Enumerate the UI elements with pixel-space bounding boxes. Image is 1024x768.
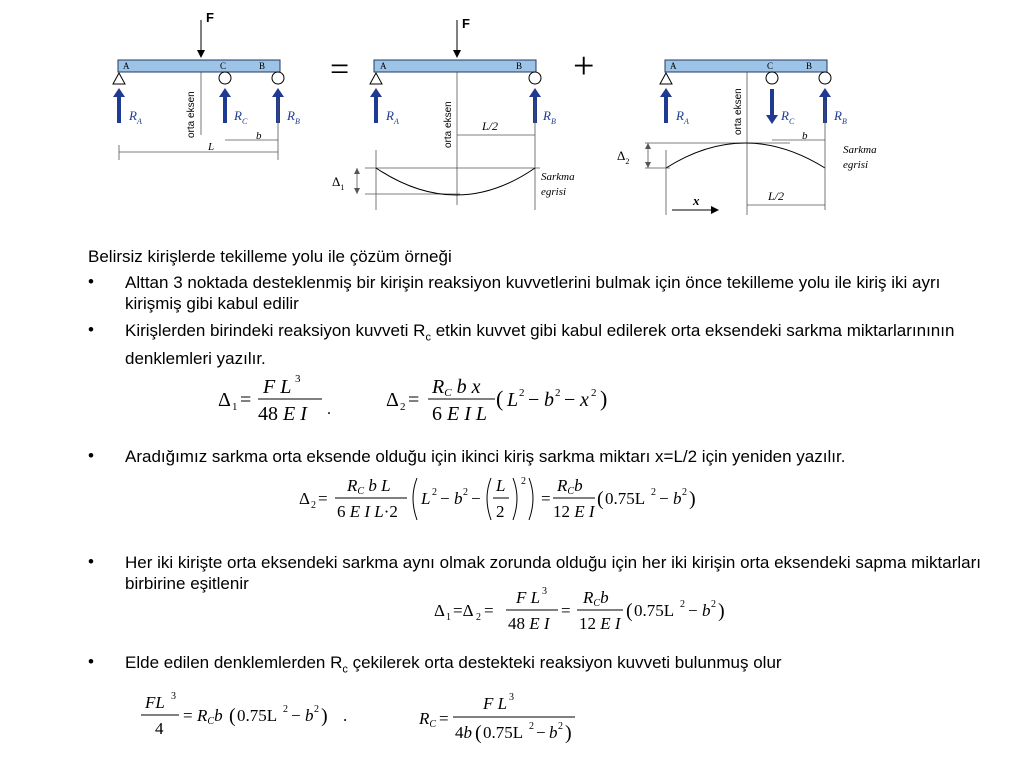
svg-text:b: b xyxy=(673,489,682,508)
svg-text:L: L xyxy=(507,389,519,411)
svg-text:(: ( xyxy=(496,386,504,411)
svg-text:−: − xyxy=(440,489,450,508)
svg-text:3: 3 xyxy=(542,586,547,597)
svg-text:−: − xyxy=(564,389,576,411)
svg-text:Sarkma: Sarkma xyxy=(843,144,877,156)
svg-text:RB: $R_B$ xyxy=(543,108,556,126)
sag-label: Sarkma xyxy=(541,171,575,183)
svg-text:=: = xyxy=(408,389,420,411)
svg-text:4: 4 xyxy=(155,719,164,738)
beam-2-bar xyxy=(374,60,536,72)
beam-3 xyxy=(617,60,877,215)
svg-text:3: 3 xyxy=(509,692,514,703)
plus-sign: + xyxy=(573,45,595,87)
svg-text:b: b xyxy=(549,723,558,742)
svg-text:0.75L: 0.75L xyxy=(605,489,646,508)
svg-text:4b: 4b xyxy=(455,723,472,742)
svg-text:F L: F L xyxy=(263,376,292,398)
svg-text:RCb: RCb xyxy=(557,476,583,497)
svg-text:−: − xyxy=(291,706,301,725)
svg-text:.: . xyxy=(343,706,348,725)
bullet-marker: • xyxy=(88,652,94,671)
svg-text:0.75L: 0.75L xyxy=(483,723,524,742)
svg-text:2: 2 xyxy=(496,502,505,521)
svg-text:L: L xyxy=(496,476,506,495)
svg-text:2: 2 xyxy=(521,476,526,487)
svg-text:): ) xyxy=(718,600,725,622)
svg-text:RC b L: RC b L xyxy=(347,476,391,497)
svg-text:−: − xyxy=(659,489,669,508)
bullet-1: Alttan 3 noktada desteklenmiş bir kirişin reaksiyon kuvvetlerini bulmak için önce tekilleme yolu ile kiriş iki ayrı kirişmiş gibi kabul edilir xyxy=(125,273,941,313)
equation-2 xyxy=(295,470,715,530)
svg-text:Δ: Δ xyxy=(218,389,231,411)
svg-text:2: 2 xyxy=(680,599,685,610)
svg-text:Δ: Δ xyxy=(386,389,399,411)
roller-support-icon xyxy=(529,72,541,84)
deflection-curve-2 xyxy=(666,143,825,168)
svg-text:(: ( xyxy=(475,722,482,744)
svg-text:A: A xyxy=(670,61,677,71)
svg-text:0.75L: 0.75L xyxy=(237,706,278,725)
roller-support-icon xyxy=(766,72,778,84)
reaction-arrow-a xyxy=(113,88,125,123)
bullet-marker: • xyxy=(88,272,94,291)
svg-text:orta eksen: orta eksen xyxy=(443,101,454,148)
reaction-arrow-c-down xyxy=(766,89,778,124)
svg-text:b: b xyxy=(544,389,554,411)
pin-support-icon xyxy=(660,73,672,84)
bullet-3: Aradığımız sarkma orta eksende olduğu için ikinci kiriş sarkma miktarı x=L/2 için yeniden yazılır. xyxy=(125,447,846,466)
svg-text:F L: F L xyxy=(516,588,541,607)
svg-text:−: − xyxy=(688,601,698,620)
beam-diagram xyxy=(0,0,1024,230)
svg-text:2: 2 xyxy=(711,599,716,610)
svg-text:RA: $R_A$ xyxy=(676,108,689,126)
roller-support-icon xyxy=(272,72,284,84)
svg-text:2: 2 xyxy=(529,721,534,732)
svg-text:2: 2 xyxy=(651,487,656,498)
svg-text:6 E I L: 6 E I L xyxy=(432,403,487,425)
svg-text:12 E I: 12 E I xyxy=(579,614,621,633)
heading: Belirsiz kirişlerde tekilleme yolu ile çözüm örneği xyxy=(88,247,452,266)
svg-text:F L: F L xyxy=(483,694,508,713)
svg-text:.: . xyxy=(327,401,331,418)
svg-text:B: B xyxy=(806,61,813,71)
svg-text:6 E I L·2: 6 E I L·2 xyxy=(337,502,398,521)
bullet-marker: • xyxy=(88,320,94,339)
reaction-arrow-a xyxy=(370,88,382,123)
bullet-5: Elde edilen denklemlerden $R_c$ çekilerek orta destekteki reaksiyon kuvveti bulunmuş olur xyxy=(125,653,782,676)
svg-text:2: 2 xyxy=(519,387,525,399)
svg-text:RA: $R_A$ xyxy=(386,108,399,126)
svg-text:−: − xyxy=(471,489,481,508)
svg-text:12 E I: 12 E I xyxy=(553,502,595,521)
svg-text:RCb: RCb xyxy=(197,706,223,727)
bullet-marker: • xyxy=(88,446,94,465)
svg-text:b: b xyxy=(702,601,711,620)
svg-text:egrisi: egrisi xyxy=(843,159,869,171)
svg-text:RB: $R_B$ xyxy=(834,108,847,126)
dim-l-label: L xyxy=(208,141,215,153)
svg-text:2: 2 xyxy=(591,387,597,399)
svg-text:2: 2 xyxy=(682,487,687,498)
svg-text:F: F xyxy=(462,16,470,31)
svg-text:48 E I: 48 E I xyxy=(508,614,550,633)
ra-label: $R_A$ xyxy=(129,108,142,126)
svg-text:2: 2 xyxy=(432,487,437,498)
svg-text:x: x xyxy=(580,389,589,411)
pin-support-icon xyxy=(113,73,125,84)
svg-text:=: = xyxy=(484,601,494,620)
svg-text:RCb: RCb xyxy=(583,588,609,609)
svg-text:2: 2 xyxy=(558,721,563,732)
beam-3-bar xyxy=(665,60,827,72)
svg-text:(: ( xyxy=(229,705,236,727)
svg-text:2: 2 xyxy=(311,500,316,511)
svg-text:RC: RC xyxy=(419,709,437,730)
delta1-label: $\Delta_1$ xyxy=(332,174,345,192)
svg-text:L/2: L/2 xyxy=(768,189,785,203)
rb-label: $R_B$ xyxy=(287,108,300,126)
svg-text:2: 2 xyxy=(400,401,406,413)
svg-text:=Δ: =Δ xyxy=(453,601,474,620)
svg-text:2: 2 xyxy=(463,487,468,498)
svg-text:): ) xyxy=(600,386,608,411)
svg-text:=: = xyxy=(240,389,252,411)
svg-text:): ) xyxy=(321,705,328,727)
svg-text:Δ: Δ xyxy=(299,489,310,508)
svg-text:): ) xyxy=(565,722,572,744)
point-a: A xyxy=(123,61,130,71)
beam-1-bar xyxy=(118,60,280,72)
svg-text:RC b x: RC b x xyxy=(432,376,481,399)
roller-support-icon xyxy=(819,72,831,84)
svg-text:orta eksen: orta eksen xyxy=(733,88,744,135)
point-b: B xyxy=(259,61,266,71)
svg-text:=: = xyxy=(318,489,328,508)
svg-text:C: C xyxy=(767,61,774,71)
svg-text:3: 3 xyxy=(295,373,301,385)
svg-text:0.75L: 0.75L xyxy=(634,601,675,620)
deflection-curve-1 xyxy=(376,168,535,195)
rc-label: $R_C$ xyxy=(234,108,248,126)
svg-text:A: A xyxy=(380,61,387,71)
svg-text:−: − xyxy=(536,723,546,742)
svg-text:L/2: L/2 xyxy=(482,119,499,133)
reaction-arrow-c xyxy=(219,88,231,123)
dim-b-label: b xyxy=(256,130,262,142)
svg-text:b: b xyxy=(802,130,808,142)
beam-1 xyxy=(113,10,300,160)
bullet-marker: • xyxy=(88,552,94,571)
force-label: F xyxy=(206,10,214,25)
svg-text:L: L xyxy=(421,489,431,508)
delta2-label: $\Delta_2$ xyxy=(617,148,630,166)
svg-text:(: ( xyxy=(626,600,633,622)
svg-text:1: 1 xyxy=(446,612,451,623)
x-label: x xyxy=(693,193,700,208)
svg-text:48 E I: 48 E I xyxy=(258,403,307,425)
svg-text:RC: $R_C$ xyxy=(781,108,795,126)
reaction-arrow-a xyxy=(660,88,672,123)
svg-text:B: B xyxy=(516,61,523,71)
svg-text:=: = xyxy=(439,709,449,728)
svg-text:2: 2 xyxy=(476,612,481,623)
svg-text:1: 1 xyxy=(232,401,238,413)
svg-text:2: 2 xyxy=(283,704,288,715)
svg-text:2: 2 xyxy=(314,704,319,715)
svg-text:3: 3 xyxy=(171,691,176,702)
equals-sign: = xyxy=(330,51,350,88)
svg-text:(: ( xyxy=(597,488,604,510)
svg-text:b: b xyxy=(454,489,463,508)
svg-text:−: − xyxy=(528,389,540,411)
equation-4 xyxy=(135,688,595,748)
equation-3 xyxy=(430,584,730,636)
svg-text:=: = xyxy=(561,601,571,620)
svg-text:=: = xyxy=(183,706,193,725)
svg-text:b: b xyxy=(305,706,314,725)
svg-text:Δ: Δ xyxy=(434,601,445,620)
svg-text:egrisi: egrisi xyxy=(541,186,567,198)
pin-support-icon xyxy=(370,73,382,84)
roller-support-icon xyxy=(219,72,231,84)
svg-text:2: 2 xyxy=(555,387,561,399)
center-axis-label: orta eksen xyxy=(186,91,197,138)
equation-1 xyxy=(200,368,640,430)
beam-2 xyxy=(332,16,575,210)
svg-text:=: = xyxy=(541,489,551,508)
bullet-2: Kirişlerden birindeki reaksiyon kuvveti $R_c$ etkin kuvvet gibi kabul edilerek orta eksendeki sarkma miktarlarınının denklemleri yazılır. xyxy=(125,321,955,369)
svg-text:FL: FL xyxy=(145,693,165,712)
bullet-4: Her iki kirişte orta eksendeki sarkma aynı olmak zorunda olduğu için her iki kirişin orta eksendeki sapma miktarları birbirine eşitlenir xyxy=(125,553,982,593)
svg-text:): ) xyxy=(689,488,696,510)
point-c: C xyxy=(220,61,227,71)
